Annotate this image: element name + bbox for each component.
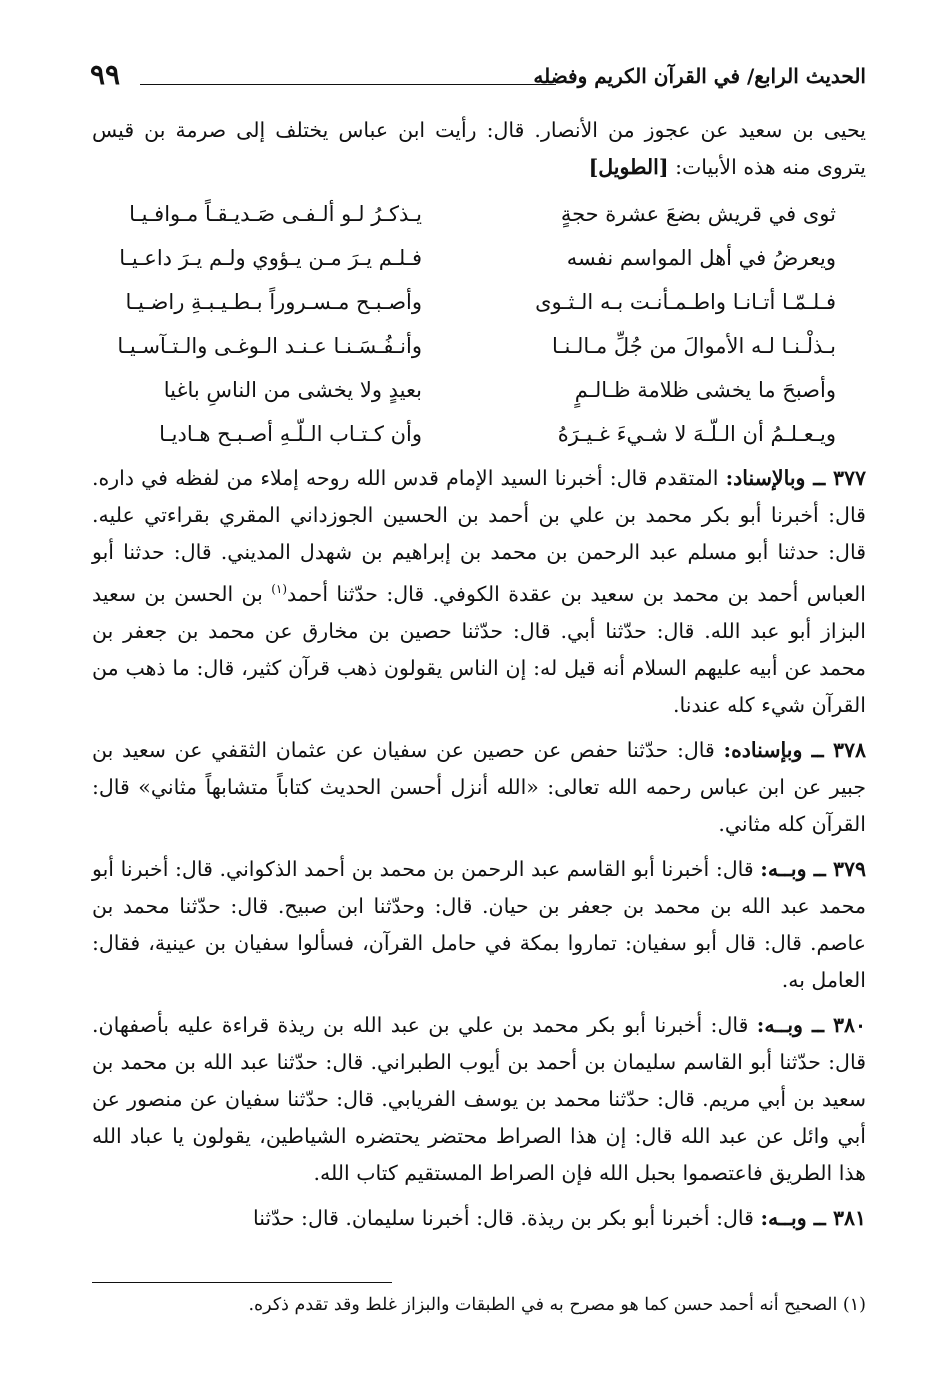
verse-first-hemistich: ويـعـلـمُ أن الـلّـهَ لا شـيءَ غـيـرَهُ	[557, 422, 836, 446]
verse-second-hemistich: وأصـبـح مـسـروراً بـطـيـبـةِ راضـيـا	[125, 290, 422, 314]
verse-second-hemistich: يـذكـرُ لـو ألـفـى صَـديـقـاً مـوافـيـا	[129, 202, 422, 226]
hadith-text-part2: بن الحسن بن سعيد البزاز أبو عبد الله. قال: حدّثنا أبي. قال: حدّثنا حصين بن مخارق عن محمد بن جعفر بن محمد عن أبيه عليهم السلام أنه قيل له: إن الناس يقولون ذهب قرآن كثير، قال: ما ذهب من القرآن شيء كله عندنا.	[92, 581, 866, 717]
hadith-number: ٣٧٨ ــ وبإسناده:	[723, 737, 866, 762]
poem-verse	[92, 324, 866, 368]
hadith-text: قال: أخبرنا أبو بكر محمد بن علي بن عبد الله بن ريذة قراءة عليه بأصفهان. قال: حدّثنا أبو القاسم سليمان بن أحمد بن أيوب الطبراني. قال: حدّثنا عبد الله بن محمد بن سعيد بن أبي مريم. قال: حدّثنا محمد بن يوسف الفريابي. قال: حدّثنا سفيان عن منصور عن أبي وائل عن عبد الله قال: إن هذا الصراط محتضر يحتضره الشياطين، يقولون يا عباد الله هذا الطريق فاعتصموا بحبل الله فإن الصراط المستقيم كتاب الله.	[92, 1012, 866, 1185]
verse-first-hemistich: ويعرضُ في أهل المواسم نفسه	[566, 246, 836, 270]
hadith-text: قال: حدّثنا حفص عن حصين عن سفيان عن عثمان الثقفي عن سعيد بن جبير عن ابن عباس رحمه الله تعالى: «الله أنزل أحسن الحديث كتاباً متشابهاً مثاني» قال: القرآن كله مثاني.	[92, 737, 866, 836]
hadith-379	[92, 851, 866, 999]
header-title: الحديث الرابع/ في القرآن الكريم وفضله	[533, 64, 866, 88]
running-header	[90, 58, 866, 98]
hadith-377	[92, 460, 866, 724]
hadith-text: قال: أخبرنا أبو القاسم عبد الرحمن بن محمد بن أحمد الذكواني. قال: أخبرنا أبو محمد عبد الله بن محمد بن جعفر بن حيان. قال: وحدّثنا ابن صبيح. قال: حدّثنا محمد بن عاصم. قال: قال أبو سفيان: تماروا بمكة في حامل القرآن، فسألوا سفيان بن عينية، فقال: العامل به.	[92, 856, 866, 992]
hadith-number: ٣٨١ ــ وبــه:	[760, 1205, 866, 1230]
verse-first-hemistich: وأصبحَ ما يخشى ظلامة ظـالـمٍ	[574, 378, 836, 402]
poem-verse	[92, 368, 866, 412]
verse-first-hemistich: ثوى في قريش بضعَ عشرة حجةٍ	[560, 202, 836, 226]
hadith-381	[92, 1200, 866, 1237]
header-rule	[140, 84, 556, 85]
hadith-number: ٣٧٩ ــ وبــه:	[760, 856, 866, 881]
verse-second-hemistich: فـلـم يـرَ مـن يـؤوي ولـم يـرَ داعـيـا	[119, 246, 422, 270]
poem-verse	[92, 236, 866, 280]
hadith-number: ٣٧٧ ــ وبالإسناد:	[725, 466, 866, 490]
verse-second-hemistich: بعيدٍ ولا يخشى من الناسِ باغيا	[163, 378, 422, 402]
poem-verse	[92, 192, 866, 236]
hadith-number: ٣٨٠ ــ وبــه:	[756, 1012, 866, 1037]
page-number: ٩٩	[90, 58, 121, 91]
hadith-text-part1: المتقدم قال: أخبرنا السيد الإمام قدس الله روحه إملاء من لفظه في داره. قال: أخبرنا أبو بكر محمد بن علي بن أحمد بن الحسين الجوزداني المقري بقراءتي عليه. قال: حدثنا أبو مسلم عبد الرحمن بن محمد بن إبراهيم بن شهدل المديني. قال: حدثنا أبو العباس أحمد بن محمد بن سعيد بن عقدة الكوفي. قال: حدّثنا أحمد	[92, 466, 866, 606]
footnote-reference[interactable]: (١)	[271, 582, 288, 596]
poem-verse	[92, 412, 866, 456]
poem-meter: [الطويل]	[588, 155, 669, 179]
page-body	[92, 112, 866, 1237]
verse-first-hemistich: فـلـمّـا أتـانـا واطـمـأنـت بـه الـثـوى	[535, 290, 836, 314]
footnote-rule	[92, 1282, 392, 1283]
poem-verse	[92, 280, 866, 324]
hadith-378	[92, 732, 866, 843]
verse-first-hemistich: بـذلْـنـا لـه الأموالَ من جُلِّ مـالـنـا	[551, 334, 836, 358]
intro-text: يحيى بن سعيد عن عجوز من الأنصار. قال: رأيت ابن عباس يختلف إلى صرمة بن قيس يتروى منه هذه الأبيات:	[92, 118, 866, 179]
hadith-text: قال: أخبرنا أبو بكر بن ريذة. قال: أخبرنا سليمان. قال: حدّثنا	[252, 1205, 754, 1230]
poem	[92, 192, 866, 456]
intro-paragraph	[92, 112, 866, 186]
footnote: (١) الصحيح أنه أحمد حسن كما هو مصرح به في الطبقات والبزاز غلط وقد تقدم ذكره.	[248, 1295, 866, 1315]
verse-second-hemistich: وأنـفُـسَـنـا عـنـد الـوغـى والـتـآسـيـا	[117, 334, 422, 358]
hadith-380	[92, 1007, 866, 1192]
verse-second-hemistich: وأن كـتـاب الـلّـهِ أصـبـح هـاديـا	[159, 422, 422, 446]
